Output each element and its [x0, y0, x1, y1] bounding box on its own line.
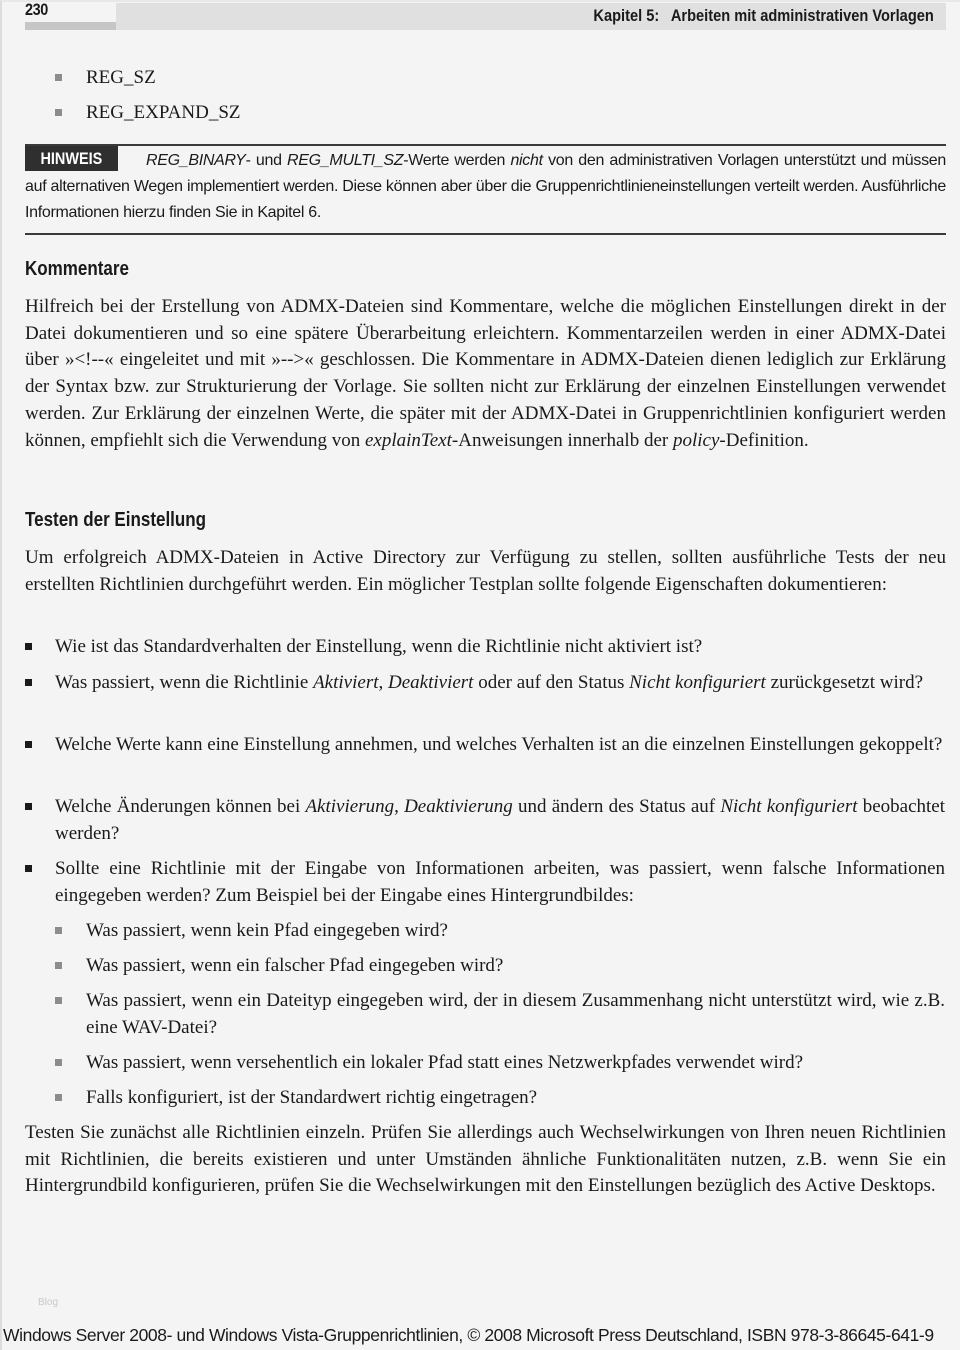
bullet-square-icon	[25, 643, 32, 650]
bullet-square-icon	[25, 803, 32, 810]
chapter-title: Kapitel 5: Arbeiten mit administrativen Vorlagen	[593, 6, 934, 25]
sub-list-item: Falls konfiguriert, ist der Standardwert richtig eingetragen?	[55, 1084, 945, 1111]
list-item: REG_SZ	[55, 64, 945, 91]
testen-intro-paragraph: Um erfolgreich ADMX-Dateien in Active Directory zur Verfügung zu stellen, sollten ausführliche Tests der neu erstellten Richtlinien durchgeführt werden. Ein möglicher Testplan sollte folgende Eigenschaften dokumentieren:	[25, 547, 946, 595]
list-item: Wie ist das Standardverhalten der Einstellung, wenn die Richtlinie nicht aktiviert ist?	[25, 633, 945, 660]
bullet-square-icon	[25, 865, 32, 872]
bullet-square-icon	[25, 741, 32, 748]
sub-list-item: Was passiert, wenn kein Pfad eingegeben wird?	[55, 917, 945, 944]
footer-citation: Windows Server 2008- und Windows Vista-Gruppenrichtlinien, © 2008 Microsoft Press Deutschland, ISBN 978-3-86645-641-9	[3, 1325, 934, 1345]
bullet-square-icon	[55, 1059, 62, 1066]
bullet-square-icon	[25, 679, 32, 686]
bullet-square-icon	[55, 1094, 62, 1101]
kommentare-paragraph: Hilfreich bei der Erstellung von ADMX-Dateien sind Kommentare, welche die möglichen Einstellungen direkt in der Datei dokumentieren und so eine spätere Überarbeitung erleichtern. Kommentarzeilen werden in einer ADMX-Datei über »<!--« eingeleitet und mit »-->« geschlossen. Die Kommentare in ADMX-Dateien dienen lediglich zur Erklärung der Syntax bzw. zur Strukturierung der Vorlage. Sie sollten nicht zur Erklärung der einzelnen Einstellungen verwendet werden. Zur Erklärung der einzelnen Werte, die später mit der ADMX-Datei in Gruppenrichtlinien konfiguriert werden können, empfiehlt sich die Verwendung von explainText-Anweisungen innerhalb der policy-Definition.	[25, 296, 946, 451]
bullet-square-icon	[55, 962, 62, 969]
section-heading-testen: Testen der Einstellung	[25, 509, 207, 531]
testen-closing-paragraph: Testen Sie zunächst alle Richtlinien einzeln. Prüfen Sie allerdings auch Wechselwirkungen von Ihren neuen Richtlinien mit Richtlinien, die bereits existieren und unter Umständen ähnliche Funktionalitäten nutzen, z.B. wenn Sie ein Hintergrundbild konfigurieren, prüfen Sie die Wechselwirkungen mit den Einstellungen bezüglich des Active Desktops.	[25, 1122, 946, 1197]
note-badge: HINWEIS	[25, 146, 118, 171]
note-top-rule	[25, 144, 946, 146]
list-item: REG_EXPAND_SZ	[55, 99, 945, 126]
sub-list-item: Was passiert, wenn versehentlich ein lokaler Pfad statt eines Netzwerkpfades verwendet wird?	[55, 1049, 945, 1076]
bullet-square-icon	[55, 109, 62, 116]
page-number-bar	[25, 22, 116, 30]
bullet-square-icon	[55, 74, 62, 81]
section-heading-kommentare: Kommentare	[25, 258, 129, 280]
list-item: Welche Werte kann eine Einstellung annehmen, und welches Verhalten ist an die einzelnen Einstellungen gekoppelt?	[25, 731, 945, 758]
list-item: Welche Änderungen können bei Aktivierung, Deaktivierung und ändern des Status auf Nicht konfiguriert beobachtet werden?	[25, 793, 945, 847]
note-bottom-rule	[25, 233, 946, 235]
watermark: Blog	[38, 1297, 59, 1308]
bullet-square-icon	[55, 997, 62, 1004]
bullet-square-icon	[55, 927, 62, 934]
sub-list-item: Was passiert, wenn ein falscher Pfad eingegeben wird?	[55, 952, 945, 979]
sub-list-item: Was passiert, wenn ein Dateityp eingegeben wird, der in diesem Zusammenhang nicht unterstützt wird, wie z.B. eine WAV-Datei?	[55, 987, 945, 1041]
list-item: Sollte eine Richtlinie mit der Eingabe von Informationen arbeiten, was passiert, wenn falsche Informationen eingegeben werden? Zum Beispiel bei der Eingabe eines Hintergrundbildes:	[25, 855, 945, 909]
page-number: 230	[25, 0, 48, 19]
list-item: Was passiert, wenn die Richtlinie Aktiviert, Deaktiviert oder auf den Status Nicht konfiguriert zurückgesetzt wird?	[25, 669, 945, 696]
note-text: REG_BINARY- und REG_MULTI_SZ-Werte werden nicht von den administrativen Vorlagen unterstützt und müssen auf alternativen Wegen implementiert werden. Diese können aber über die Gruppenrichtlinieneinstellungen verteilt werden. Ausführliche Informationen hierzu finden Sie in Kapitel 6.	[25, 152, 947, 221]
